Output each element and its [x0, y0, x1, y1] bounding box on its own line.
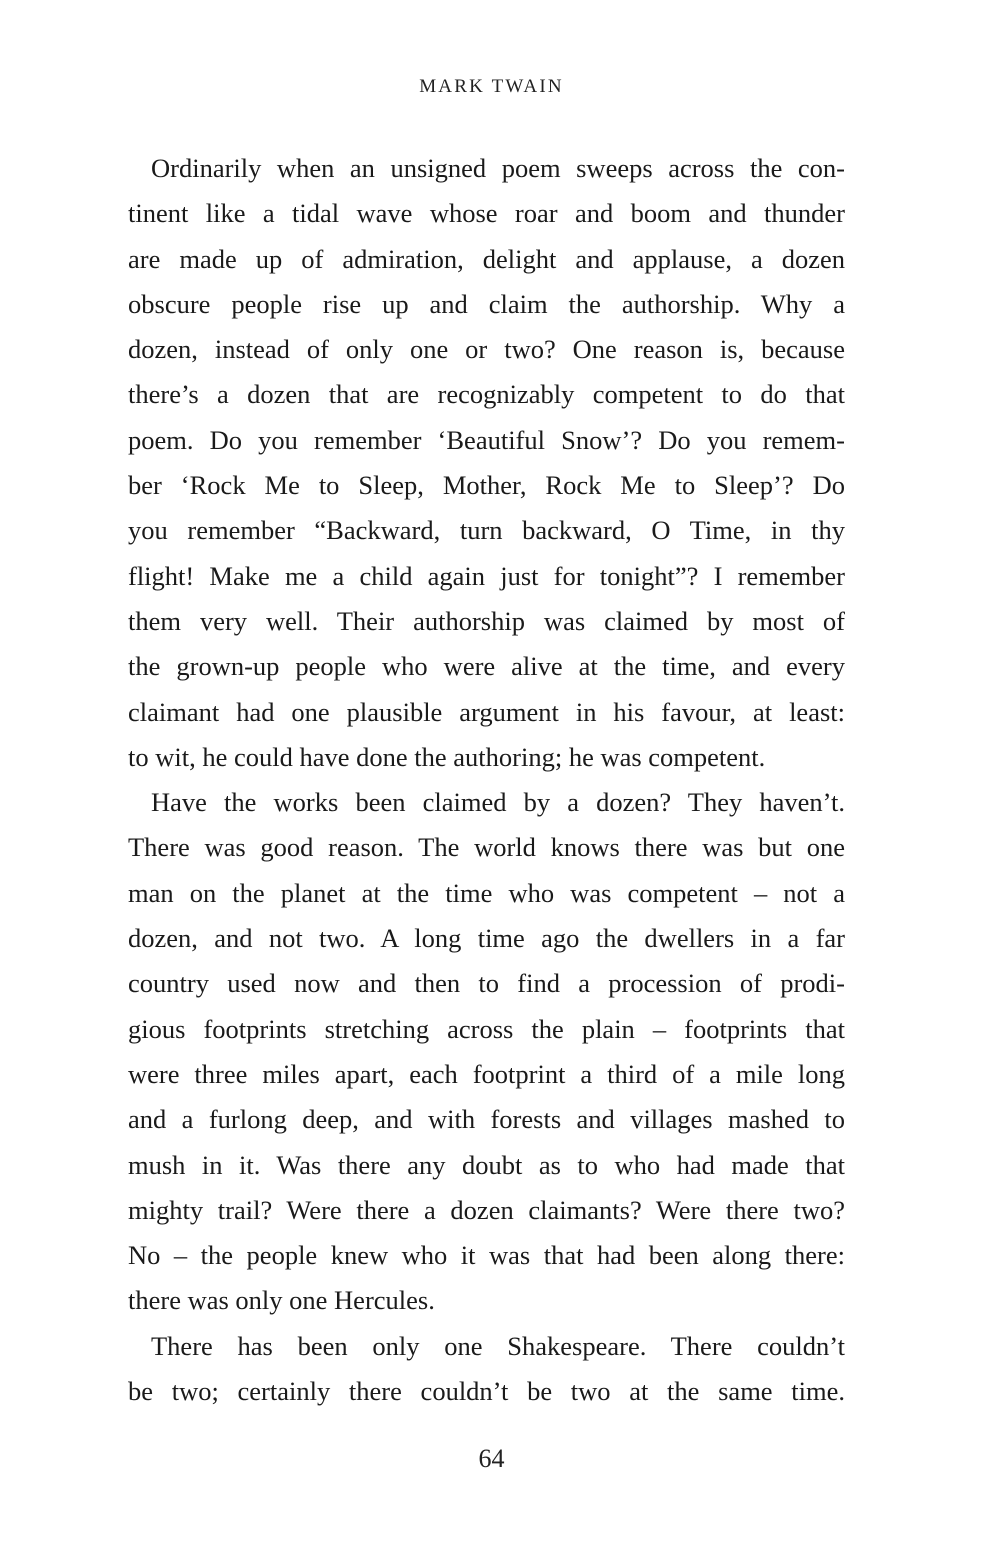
paragraph-1 — [128, 146, 845, 780]
text-line: flight! Make me a child again just for tonight”? I remember — [128, 560, 845, 591]
text-line: mush in it. Was there any doubt as to who had made that — [128, 1149, 845, 1180]
text-line: There was good reason. The world knows there was but one — [128, 832, 845, 863]
text-line: country used now and then to find a procession of prodi- — [128, 968, 845, 999]
text-line: gious footprints stretching across the plain – footprints that — [128, 1013, 845, 1044]
body-text — [128, 146, 845, 1414]
text-line: There has been only one Shakespeare. There couldn’t — [151, 1330, 845, 1361]
text-line: the grown-up people who were alive at the time, and every — [128, 651, 845, 682]
text-line: obscure people rise up and claim the authorship. Why a — [128, 288, 845, 319]
text-line: there’s a dozen that are recognizably competent to do that — [128, 379, 845, 410]
text-line: No – the people knew who it was that had been along there: — [128, 1240, 845, 1271]
text-line: dozen, instead of only one or two? One reason is, because — [128, 334, 845, 365]
text-line: Ordinarily when an unsigned poem sweeps across the con- — [151, 153, 845, 183]
paragraph-3 — [128, 1324, 845, 1415]
text-line: man on the planet at the time who was competent – not a — [128, 877, 845, 908]
text-line: be two; certainly there couldn’t be two at the same time. — [128, 1376, 845, 1407]
text-line: there was only one Hercules. — [128, 1285, 435, 1316]
text-line: Have the works been claimed by a dozen? They haven’t. — [151, 787, 845, 818]
text-line: were three miles apart, each footprint a third of a mile long — [128, 1058, 845, 1089]
text-line: are made up of admiration, delight and applause, a dozen — [128, 243, 845, 274]
text-line: them very well. Their authorship was claimed by most of — [128, 605, 845, 636]
text-line: ber ‘Rock Me to Sleep, Mother, Rock Me to Sleep’? Do — [128, 470, 845, 501]
running-head: MARK TWAIN — [419, 76, 564, 97]
text-line: claimant had one plausible argument in his favour, at least: — [128, 696, 845, 727]
text-line: tinent like a tidal wave whose roar and boom and thunder — [128, 198, 845, 229]
paragraph-2 — [128, 780, 845, 1324]
text-line: mighty trail? Were there a dozen claimants? Were there two? — [128, 1194, 845, 1225]
text-line: to wit, he could have done the authoring; he was competent. — [128, 741, 766, 772]
text-line: poem. Do you remember ‘Beautiful Snow’? Do you remem- — [128, 424, 845, 455]
text-line: dozen, and not two. A long time ago the dwellers in a far — [128, 923, 845, 954]
page-number: 64 — [478, 1444, 505, 1473]
text-line: you remember “Backward, turn backward, O Time, in thy — [128, 515, 845, 546]
text-line: and a furlong deep, and with forests and villages mashed to — [128, 1104, 845, 1135]
